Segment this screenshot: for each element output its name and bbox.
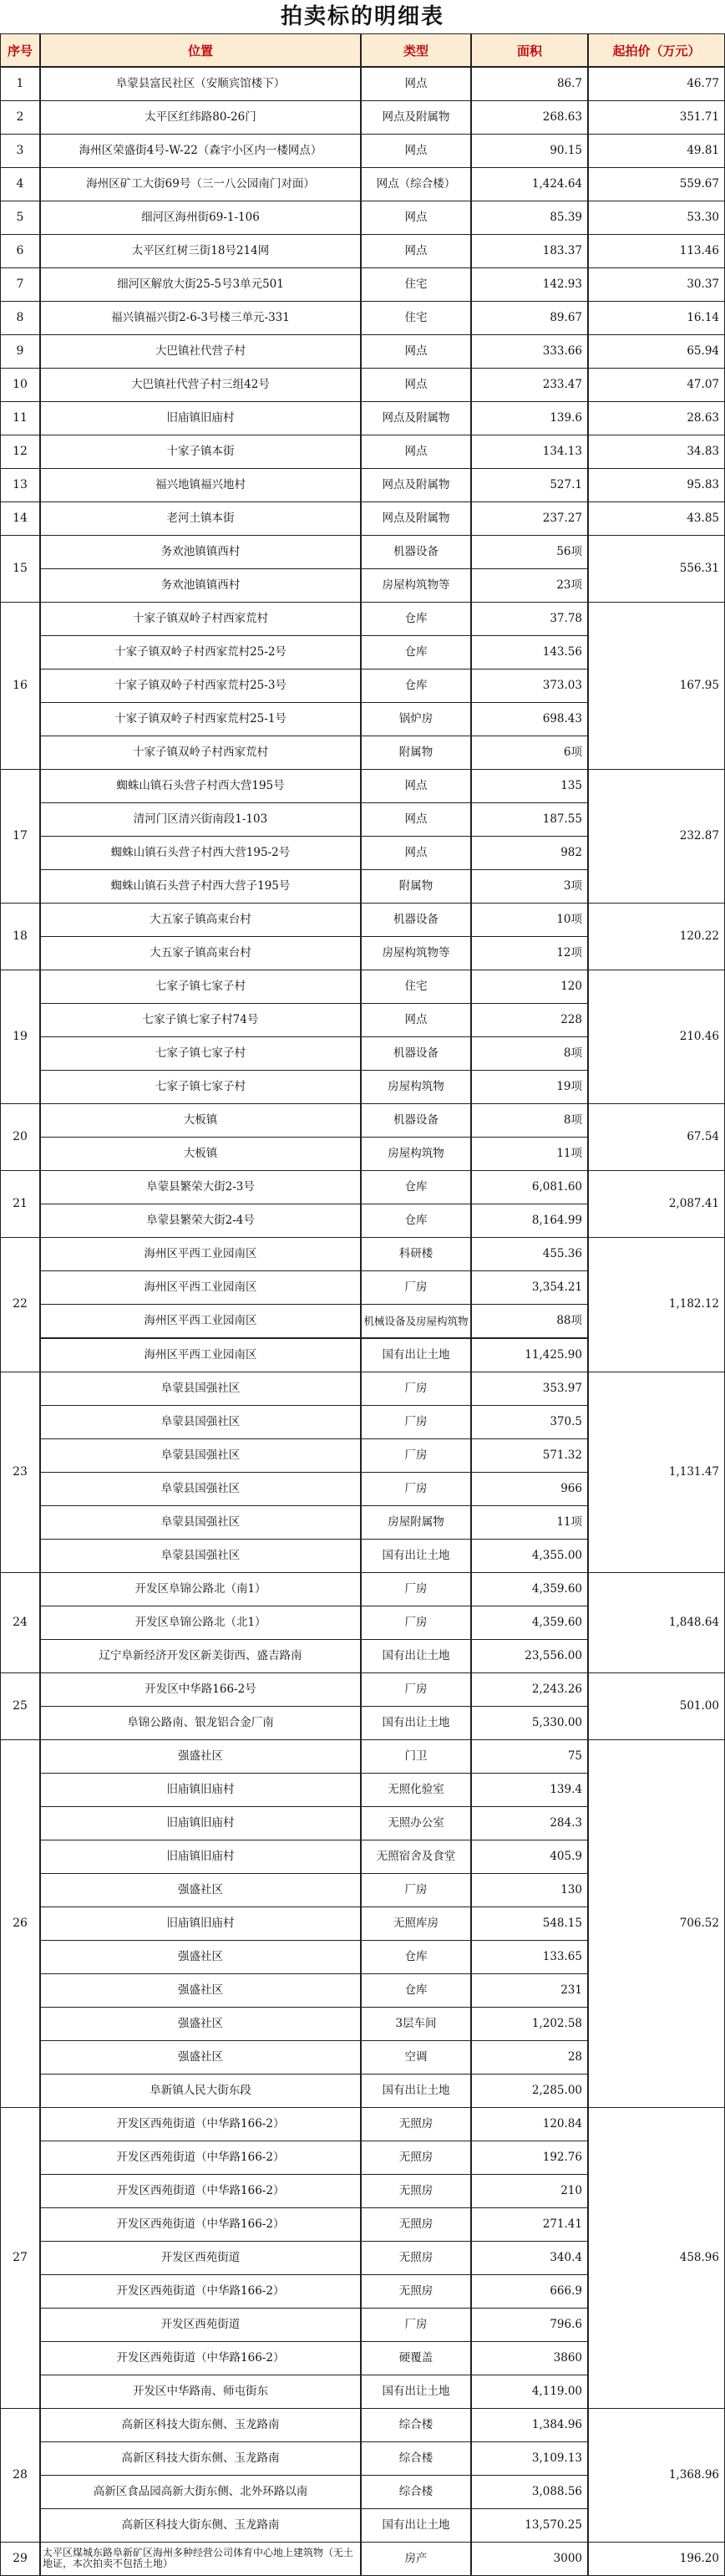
type-cell: 厂房	[361, 1606, 471, 1640]
location-cell: 阜蒙县国强社区	[40, 1472, 361, 1506]
location-cell: 海州区平西工业园南区	[40, 1304, 361, 1338]
lot-number: 17	[0, 769, 40, 904]
area-cell: 548.15	[471, 1907, 588, 1941]
area-cell: 135	[471, 769, 588, 803]
area-cell: 8项	[471, 1036, 588, 1071]
start-price: 167.95	[588, 602, 725, 770]
area-cell: 139.4	[471, 1773, 588, 1807]
start-price: 196.20	[588, 2542, 725, 2576]
area-cell: 120.84	[471, 2107, 588, 2141]
lot-number: 2	[0, 100, 40, 135]
lot-number: 27	[0, 2107, 40, 2409]
location-cell: 十家子镇双岭子村西家荒村25-3号	[40, 669, 361, 703]
location-cell: 阜蒙县国强社区	[40, 1405, 361, 1439]
area-cell: 133.65	[471, 1940, 588, 1974]
area-cell: 796.6	[471, 2308, 588, 2342]
location-cell: 蜘蛛山镇石头营子村西大营195-2号	[40, 836, 361, 870]
location-cell: 十家子镇本街	[40, 435, 361, 469]
location-cell: 大巴镇社代营子村三组42号	[40, 368, 361, 402]
location-cell: 十家子镇双岭子村西家荒村	[40, 736, 361, 770]
type-cell: 无照房	[361, 2241, 471, 2275]
start-price: 351.71	[588, 100, 725, 135]
start-price: 2,087.41	[588, 1170, 725, 1238]
location-cell: 清河门区清兴街南段1-103	[40, 802, 361, 837]
location-cell: 老河土镇本街	[40, 501, 361, 536]
area-cell: 1,424.64	[471, 167, 588, 201]
location-cell: 海州区平西工业园南区	[40, 1338, 361, 1372]
start-price: 706.52	[588, 1739, 725, 2108]
type-cell: 国有出让土地	[361, 1539, 471, 1573]
area-cell: 4,355.00	[471, 1539, 588, 1573]
type-cell: 机器设备	[361, 903, 471, 937]
start-price: 559.67	[588, 167, 725, 201]
type-cell: 机器设备	[361, 1036, 471, 1071]
area-cell: 13,570.25	[471, 2508, 588, 2543]
type-cell: 厂房	[361, 1438, 471, 1473]
type-cell: 房产	[361, 2542, 471, 2576]
lot-number: 9	[0, 334, 40, 369]
location-cell: 太平区煤城东路阜新矿区海州多种经营公司体育中心地上建筑物（无土地证，本次拍卖不包括土地）	[40, 2542, 361, 2576]
area-cell: 3860	[471, 2341, 588, 2375]
start-price: 28.63	[588, 401, 725, 435]
area-cell: 134.13	[471, 435, 588, 469]
type-cell: 附属物	[361, 869, 471, 904]
type-cell: 锅炉房	[361, 702, 471, 736]
type-cell: 住宅	[361, 970, 471, 1004]
type-cell: 网点	[361, 201, 471, 235]
location-cell: 旧庙镇旧庙村	[40, 401, 361, 435]
location-cell: 阜蒙县国强社区	[40, 1372, 361, 1406]
area-cell: 5,330.00	[471, 1706, 588, 1740]
type-cell: 网点及附属物	[361, 501, 471, 536]
location-cell: 七家子镇七家子村	[40, 970, 361, 1004]
location-cell: 阜蒙县国强社区	[40, 1539, 361, 1573]
location-cell: 强盛社区	[40, 1973, 361, 2008]
type-cell: 综合楼	[361, 2441, 471, 2476]
type-cell: 仓库	[361, 1940, 471, 1974]
area-cell: 1,384.96	[471, 2408, 588, 2442]
area-cell: 210	[471, 2174, 588, 2208]
type-cell: 网点（综合楼）	[361, 167, 471, 201]
start-price: 556.31	[588, 535, 725, 603]
location-cell: 务欢池镇镇西村	[40, 568, 361, 603]
area-cell: 233.47	[471, 368, 588, 402]
area-cell: 187.55	[471, 802, 588, 837]
lot-number: 29	[0, 2542, 40, 2576]
location-cell: 十家子镇双岭子村西家荒村25-2号	[40, 635, 361, 669]
location-cell: 大五家子镇高束台村	[40, 903, 361, 937]
area-cell: 142.93	[471, 267, 588, 302]
location-cell: 蜘蛛山镇石头营子村西大营子195号	[40, 869, 361, 904]
start-price: 67.54	[588, 1103, 725, 1171]
location-cell: 旧庙镇旧庙村	[40, 1806, 361, 1840]
location-cell: 高新区科技大街东侧、玉龙路南	[40, 2408, 361, 2442]
lot-number: 13	[0, 468, 40, 502]
area-cell: 88项	[471, 1304, 588, 1338]
area-cell: 2,243.26	[471, 1672, 588, 1707]
area-cell: 1,202.58	[471, 2007, 588, 2041]
lot-number: 3	[0, 134, 40, 168]
type-cell: 仓库	[361, 1973, 471, 2008]
area-cell: 271.41	[471, 2207, 588, 2242]
location-cell: 强盛社区	[40, 1940, 361, 1974]
location-cell: 细河区海州街69-1-106	[40, 201, 361, 235]
type-cell: 国有出让土地	[361, 1338, 471, 1372]
type-cell: 厂房	[361, 1270, 471, 1305]
type-cell: 网点	[361, 67, 471, 101]
lot-number: 7	[0, 267, 40, 302]
area-cell: 11项	[471, 1137, 588, 1171]
area-cell: 373.03	[471, 669, 588, 703]
lot-number: 6	[0, 234, 40, 268]
type-cell: 房屋构筑物等	[361, 936, 471, 970]
location-cell: 开发区西苑街道（中华路166-2）	[40, 2141, 361, 2175]
start-price: 1,182.12	[588, 1237, 725, 1372]
location-cell: 大巴镇社代营子村	[40, 334, 361, 369]
area-cell: 8,164.99	[471, 1204, 588, 1238]
area-cell: 527.1	[471, 468, 588, 502]
area-cell: 284.3	[471, 1806, 588, 1840]
lot-number: 1	[0, 67, 40, 101]
location-cell: 阜蒙县繁荣大街2-3号	[40, 1170, 361, 1204]
location-cell: 七家子镇七家子村	[40, 1036, 361, 1071]
type-cell: 网点及附属物	[361, 100, 471, 135]
start-price: 65.94	[588, 334, 725, 369]
type-cell: 网点	[361, 234, 471, 268]
location-cell: 开发区西苑街道（中华路166-2）	[40, 2174, 361, 2208]
start-price: 95.83	[588, 468, 725, 502]
location-cell: 高新区科技大街东侧、玉龙路南	[40, 2441, 361, 2476]
type-cell: 房屋构筑物等	[361, 568, 471, 603]
area-cell: 571.32	[471, 1438, 588, 1473]
location-cell: 太平区红树三街18号214网	[40, 234, 361, 268]
location-cell: 旧庙镇旧庙村	[40, 1907, 361, 1941]
location-cell: 海州区平西工业园南区	[40, 1237, 361, 1271]
lot-number: 8	[0, 301, 40, 335]
type-cell: 无照化验室	[361, 1773, 471, 1807]
location-cell: 开发区西苑街道（中华路166-2）	[40, 2274, 361, 2309]
lot-number: 22	[0, 1237, 40, 1372]
type-cell: 空调	[361, 2040, 471, 2075]
lot-number: 14	[0, 501, 40, 536]
area-cell: 23项	[471, 568, 588, 603]
location-cell: 强盛社区	[40, 1873, 361, 1907]
lot-number: 26	[0, 1739, 40, 2108]
lot-number: 15	[0, 535, 40, 603]
location-cell: 大板镇	[40, 1137, 361, 1171]
start-price: 34.83	[588, 435, 725, 469]
header-start-price: 起拍价（万元）	[588, 33, 725, 67]
lot-number: 16	[0, 602, 40, 770]
area-cell: 3,354.21	[471, 1270, 588, 1305]
lot-number: 19	[0, 970, 40, 1104]
type-cell: 仓库	[361, 1170, 471, 1204]
start-price: 458.96	[588, 2107, 725, 2409]
location-cell: 阜新镇人民大街东段	[40, 2074, 361, 2108]
start-price: 120.22	[588, 903, 725, 970]
type-cell: 机械设备及房屋构筑物	[361, 1304, 471, 1338]
type-cell: 无照宿舍及食堂	[361, 1840, 471, 1874]
location-cell: 太平区红纬路80-26门	[40, 100, 361, 135]
type-cell: 网点	[361, 769, 471, 803]
type-cell: 门卫	[361, 1739, 471, 1774]
type-cell: 无照办公室	[361, 1806, 471, 1840]
start-price: 46.77	[588, 67, 725, 101]
area-cell: 139.6	[471, 401, 588, 435]
start-price: 1,368.96	[588, 2408, 725, 2543]
type-cell: 综合楼	[361, 2408, 471, 2442]
type-cell: 房屋构筑物	[361, 1137, 471, 1171]
type-cell: 网点	[361, 802, 471, 837]
type-cell: 综合楼	[361, 2475, 471, 2509]
type-cell: 机器设备	[361, 1103, 471, 1138]
area-cell: 455.36	[471, 1237, 588, 1271]
type-cell: 仓库	[361, 669, 471, 703]
location-cell: 开发区西苑街道	[40, 2241, 361, 2275]
area-cell: 4,119.00	[471, 2375, 588, 2409]
area-cell: 8项	[471, 1103, 588, 1138]
location-cell: 海州区荣盛街4号-W-22（森宇小区内一楼网点）	[40, 134, 361, 168]
area-cell: 6项	[471, 736, 588, 770]
area-cell: 3000	[471, 2542, 588, 2576]
lot-number: 21	[0, 1170, 40, 1238]
header-type: 类型	[361, 33, 471, 67]
start-price: 30.37	[588, 267, 725, 302]
location-cell: 强盛社区	[40, 1739, 361, 1774]
type-cell: 厂房	[361, 1405, 471, 1439]
start-price: 49.81	[588, 134, 725, 168]
type-cell: 住宅	[361, 301, 471, 335]
area-cell: 10项	[471, 903, 588, 937]
lot-number: 12	[0, 435, 40, 469]
type-cell: 厂房	[361, 1472, 471, 1506]
lot-number: 10	[0, 368, 40, 402]
area-cell: 28	[471, 2040, 588, 2075]
type-cell: 无照库房	[361, 1907, 471, 1941]
header-seq: 序号	[0, 33, 40, 67]
type-cell: 机器设备	[361, 535, 471, 569]
type-cell: 无照房	[361, 2174, 471, 2208]
start-price: 210.46	[588, 970, 725, 1104]
area-cell: 268.63	[471, 100, 588, 135]
type-cell: 3层车间	[361, 2007, 471, 2041]
area-cell: 4,359.60	[471, 1572, 588, 1606]
location-cell: 旧庙镇旧庙村	[40, 1773, 361, 1807]
location-cell: 阜蒙县繁荣大街2-4号	[40, 1204, 361, 1238]
area-cell: 19项	[471, 1070, 588, 1104]
location-cell: 福兴地镇福兴地村	[40, 468, 361, 502]
header-location: 位置	[40, 33, 361, 67]
area-cell: 11,425.90	[471, 1338, 588, 1372]
area-cell: 86.7	[471, 67, 588, 101]
location-cell: 大板镇	[40, 1103, 361, 1138]
type-cell: 附属物	[361, 736, 471, 770]
location-cell: 强盛社区	[40, 2040, 361, 2075]
type-cell: 仓库	[361, 1204, 471, 1238]
location-cell: 高新区食品园高新大街东侧、北外环路以南	[40, 2475, 361, 2509]
lot-number: 4	[0, 167, 40, 201]
lot-number: 23	[0, 1372, 40, 1573]
area-cell: 698.43	[471, 702, 588, 736]
area-cell: 130	[471, 1873, 588, 1907]
area-cell: 982	[471, 836, 588, 870]
location-cell: 开发区西苑街道（中华路166-2）	[40, 2341, 361, 2375]
type-cell: 仓库	[361, 602, 471, 636]
area-cell: 353.97	[471, 1372, 588, 1406]
area-cell: 12项	[471, 936, 588, 970]
start-price: 113.46	[588, 234, 725, 268]
type-cell: 网点及附属物	[361, 401, 471, 435]
location-cell: 开发区西苑街道（中华路166-2）	[40, 2207, 361, 2242]
location-cell: 开发区阜锦公路北（南1）	[40, 1572, 361, 1606]
lot-number: 20	[0, 1103, 40, 1171]
type-cell: 房屋构筑物	[361, 1070, 471, 1104]
location-cell: 旧庙镇旧庙村	[40, 1840, 361, 1874]
location-cell: 蜘蛛山镇石头营子村西大营195号	[40, 769, 361, 803]
location-cell: 细河区解放大街25-5号3单元501	[40, 267, 361, 302]
type-cell: 硬覆盖	[361, 2341, 471, 2375]
location-cell: 七家子镇七家子村74号	[40, 1003, 361, 1037]
type-cell: 网点	[361, 836, 471, 870]
type-cell: 厂房	[361, 1572, 471, 1606]
area-cell: 183.37	[471, 234, 588, 268]
area-cell: 192.76	[471, 2141, 588, 2175]
start-price: 1,131.47	[588, 1372, 725, 1573]
location-cell: 开发区中华路166-2号	[40, 1672, 361, 1707]
area-cell: 231	[471, 1973, 588, 2008]
type-cell: 仓库	[361, 635, 471, 669]
type-cell: 网点	[361, 134, 471, 168]
type-cell: 厂房	[361, 2308, 471, 2342]
type-cell: 网点	[361, 368, 471, 402]
location-cell: 十家子镇双岭子村西家荒村	[40, 602, 361, 636]
location-cell: 十家子镇双岭子村西家荒村25-1号	[40, 702, 361, 736]
area-cell: 90.15	[471, 134, 588, 168]
type-cell: 网点及附属物	[361, 468, 471, 502]
type-cell: 国有出让土地	[361, 1706, 471, 1740]
lot-number: 25	[0, 1672, 40, 1740]
area-cell: 120	[471, 970, 588, 1004]
location-cell: 辽宁阜新经济开发区新美街西、盛吉路南	[40, 1639, 361, 1673]
location-cell: 开发区西苑街道（中华路166-2）	[40, 2107, 361, 2141]
location-cell: 阜蒙县国强社区	[40, 1438, 361, 1473]
area-cell: 966	[471, 1472, 588, 1506]
type-cell: 住宅	[361, 267, 471, 302]
location-cell: 开发区西苑街道	[40, 2308, 361, 2342]
start-price: 501.00	[588, 1672, 725, 1740]
page-title: 拍卖标的明细表	[280, 4, 444, 29]
lot-number: 28	[0, 2408, 40, 2543]
area-cell: 3项	[471, 869, 588, 904]
area-cell: 666.9	[471, 2274, 588, 2309]
start-price: 232.87	[588, 769, 725, 904]
area-cell: 228	[471, 1003, 588, 1037]
type-cell: 厂房	[361, 1372, 471, 1406]
lot-number: 24	[0, 1572, 40, 1673]
area-cell: 56项	[471, 535, 588, 569]
area-cell: 11项	[471, 1505, 588, 1540]
area-cell: 89.67	[471, 301, 588, 335]
area-cell: 6,081.60	[471, 1170, 588, 1204]
type-cell: 网点	[361, 435, 471, 469]
location-cell: 海州区平西工业园南区	[40, 1270, 361, 1305]
type-cell: 厂房	[361, 1672, 471, 1707]
area-cell: 4,359.60	[471, 1606, 588, 1640]
area-cell: 340.4	[471, 2241, 588, 2275]
area-cell: 3,109.13	[471, 2441, 588, 2476]
location-cell: 福兴镇福兴街2-6-3号楼三单元-331	[40, 301, 361, 335]
lot-number: 5	[0, 201, 40, 235]
header-area: 面积	[471, 33, 588, 67]
area-cell: 3,088.56	[471, 2475, 588, 2509]
lot-number: 18	[0, 903, 40, 970]
type-cell: 网点	[361, 334, 471, 369]
area-cell: 333.66	[471, 334, 588, 369]
type-cell: 房屋附属物	[361, 1505, 471, 1540]
location-cell: 阜蒙县富民社区（安顺宾馆楼下）	[40, 67, 361, 101]
area-cell: 23,556.00	[471, 1639, 588, 1673]
type-cell: 国有出让土地	[361, 1639, 471, 1673]
area-cell: 2,285.00	[471, 2074, 588, 2108]
location-cell: 大五家子镇高束台村	[40, 936, 361, 970]
type-cell: 国有出让土地	[361, 2074, 471, 2108]
type-cell: 无照房	[361, 2274, 471, 2309]
type-cell: 无照房	[361, 2207, 471, 2242]
area-cell: 370.5	[471, 1405, 588, 1439]
type-cell: 科研楼	[361, 1237, 471, 1271]
location-cell: 高新区科技大街东侧、玉龙路南	[40, 2508, 361, 2543]
type-cell: 无照房	[361, 2107, 471, 2141]
lot-number: 11	[0, 401, 40, 435]
type-cell: 无照房	[361, 2141, 471, 2175]
area-cell: 75	[471, 1739, 588, 1774]
type-cell: 厂房	[361, 1873, 471, 1907]
area-cell: 37.78	[471, 602, 588, 636]
location-cell: 阜锦公路南、银龙铝合金厂南	[40, 1706, 361, 1740]
location-cell: 海州区矿工大街69号（三一八公园南门对面）	[40, 167, 361, 201]
start-price: 47.07	[588, 368, 725, 402]
area-cell: 85.39	[471, 201, 588, 235]
location-cell: 七家子镇七家子村	[40, 1070, 361, 1104]
location-cell: 阜蒙县国强社区	[40, 1505, 361, 1540]
type-cell: 网点	[361, 1003, 471, 1037]
start-price: 43.85	[588, 501, 725, 536]
start-price: 1,848.64	[588, 1572, 725, 1673]
type-cell: 国有出让土地	[361, 2375, 471, 2409]
location-cell: 强盛社区	[40, 2007, 361, 2041]
location-cell: 务欢池镇镇西村	[40, 535, 361, 569]
start-price: 53.30	[588, 201, 725, 235]
location-cell: 开发区阜锦公路北（北1）	[40, 1606, 361, 1640]
location-cell: 开发区中华路南、师屯街东	[40, 2375, 361, 2409]
type-cell: 国有出让土地	[361, 2508, 471, 2543]
area-cell: 237.27	[471, 501, 588, 536]
area-cell: 143.56	[471, 635, 588, 669]
area-cell: 405.9	[471, 1840, 588, 1874]
start-price: 16.14	[588, 301, 725, 335]
